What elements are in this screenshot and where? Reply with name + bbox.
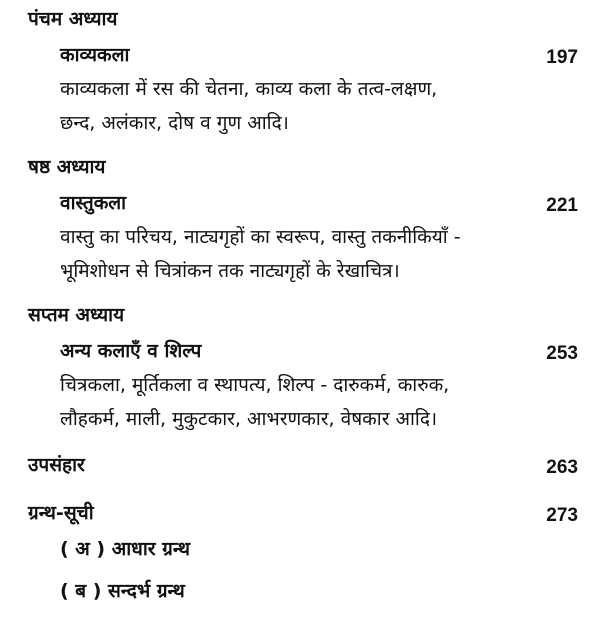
bibliography-page-number: 273 [546,505,578,526]
chapter6-description-line2: भूमिशोधन से चित्रांकन तक नाट्यगृहों के रेखाचित्र। [60,260,400,282]
chapter7-description-line2: लौहकर्म, माली, मुकुटकार, आभरणकार, वेषकार आदि। [60,408,438,430]
chapter5-description-line1: काव्यकला में रस की चेतना, काव्य कला के तत्व-लक्षण, [60,78,438,100]
chapter7-heading: सप्तम अध्याय [28,304,125,326]
epilogue-title: उपसंहार [28,454,85,476]
chapter5-description-line2: छन्द, अलंकार, दोष व गुण आदि। [60,112,289,134]
bibliography-item-primary: ( अ ) आधार ग्रन्थ [60,538,191,560]
chapter6-title: वास्तुकला [60,192,127,214]
chapter6-heading: षष्ठ अध्याय [28,156,106,178]
epilogue-page-number: 263 [546,457,578,478]
chapter5-title: काव्यकला [60,44,130,66]
chapter7-page-number: 253 [546,343,578,364]
bibliography-item-reference: ( ब ) सन्दर्भ ग्रन्थ [60,580,185,602]
chapter6-description-line1: वास्तु का परिचय, नाट्यगृहों का स्वरूप, वास्तु तकनीकियाँ - [60,226,461,248]
chapter5-page-number: 197 [546,47,578,68]
chapter5-heading: पंचम अध्याय [28,8,118,30]
bibliography-title: ग्रन्थ-सूची [28,502,94,524]
chapter7-description-line1: चित्रकला, मूर्तिकला व स्थापत्य, शिल्प - दारुकर्म, कारुक, [60,374,450,396]
chapter6-page-number: 221 [546,195,578,216]
chapter7-title: अन्य कलाएँ व शिल्प [60,340,202,362]
